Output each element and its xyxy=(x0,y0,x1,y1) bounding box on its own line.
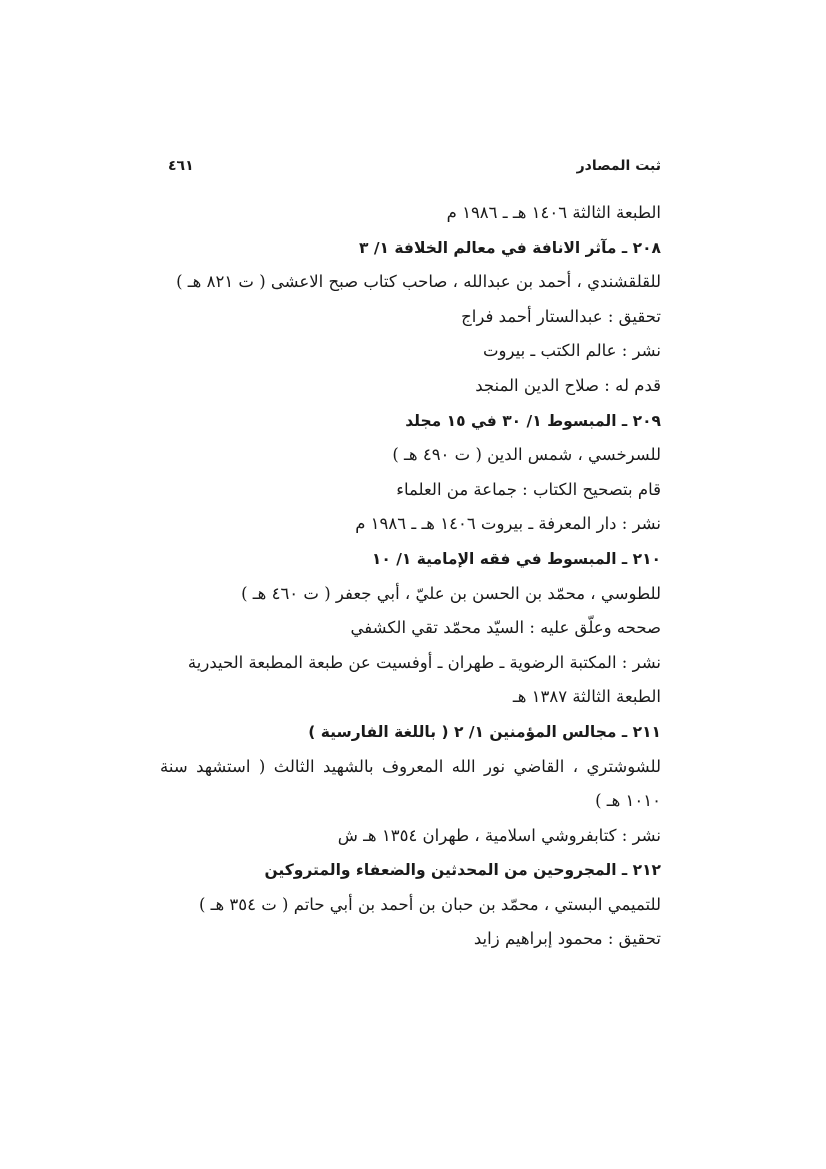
editor-line: صححه وعلّق عليه : السيّد محمّد تقي الكشفي xyxy=(350,618,661,638)
entry-heading-210: ٢١٠ ـ المبسوط في فقه الإمامية ١/ ١٠ xyxy=(371,549,661,568)
editor-line: تحقيق : محمود إبراهيم زايد xyxy=(473,929,661,949)
publisher-line: نشر : المكتبة الرضوية ـ طهران ـ أوفسيت عن طبعة المطبعة الحيدرية xyxy=(187,652,661,672)
foreword-line: قدم له : صلاح الدين المنجد xyxy=(475,375,661,395)
entry-heading-209: ٢٠٩ ـ المبسوط ١/ ٣٠ في ١٥ مجلد xyxy=(405,411,661,430)
publisher-line: نشر : كتابفروشي اسلامية ، طهران ١٣٥٤ هـ ش xyxy=(337,825,661,845)
author-line: للسرخسي ، شمس الدين ( ت ٤٩٠ هـ ) xyxy=(392,445,661,465)
publisher-line: نشر : عالم الكتب ـ بيروت xyxy=(483,341,661,361)
author-line: للطوسي ، محمّد بن الحسن بن عليّ ، أبي جعفر ( ت ٤٦٠ هـ ) xyxy=(241,583,661,603)
publisher-line: نشر : دار المعرفة ـ بيروت ١٤٠٦ هـ ـ ١٩٨٦ م xyxy=(355,514,661,534)
running-header xyxy=(168,158,661,182)
entry-heading-208: ٢٠٨ ـ مآثر الانافة في معالم الخلافة ١/ ٣ xyxy=(359,238,661,257)
entry-heading-212: ٢١٢ ـ المجروحين من المحدثين والضعفاء والمتروكين xyxy=(264,861,661,880)
edition-line: الطبعة الثالثة ١٤٠٦ هـ ـ ١٩٨٦ م xyxy=(446,203,661,222)
edition-line: الطبعة الثالثة ١٣٨٧ هـ xyxy=(512,687,661,707)
header-title: ثبت المصادر xyxy=(576,158,661,174)
bibliography-list xyxy=(160,196,661,957)
page-number: ٤٦١ xyxy=(168,158,194,174)
author-line: للقلقشندي ، أحمد بن عبدالله ، صاحب كتاب صبح الاعشى ( ت ٨٢١ هـ ) xyxy=(176,272,661,292)
author-line: للتميمي البستي ، محمّد بن حبان بن أحمد بن أبي حاتم ( ت ٣٥٤ هـ ) xyxy=(198,894,661,914)
editor-line: تحقيق : عبدالستار أحمد فراج xyxy=(461,306,661,326)
editor-line: قام بتصحيح الكتاب : جماعة من العلماء xyxy=(396,479,661,499)
author-line: للشوشتري ، القاضي نور الله المعروف بالشهيد الثالث ( استشهد سنة ١٠١٠ هـ ) xyxy=(160,756,661,811)
entry-heading-211: ٢١١ ـ مجالس المؤمنين ١/ ٢ ( باللغة الفارسية ) xyxy=(308,722,661,741)
